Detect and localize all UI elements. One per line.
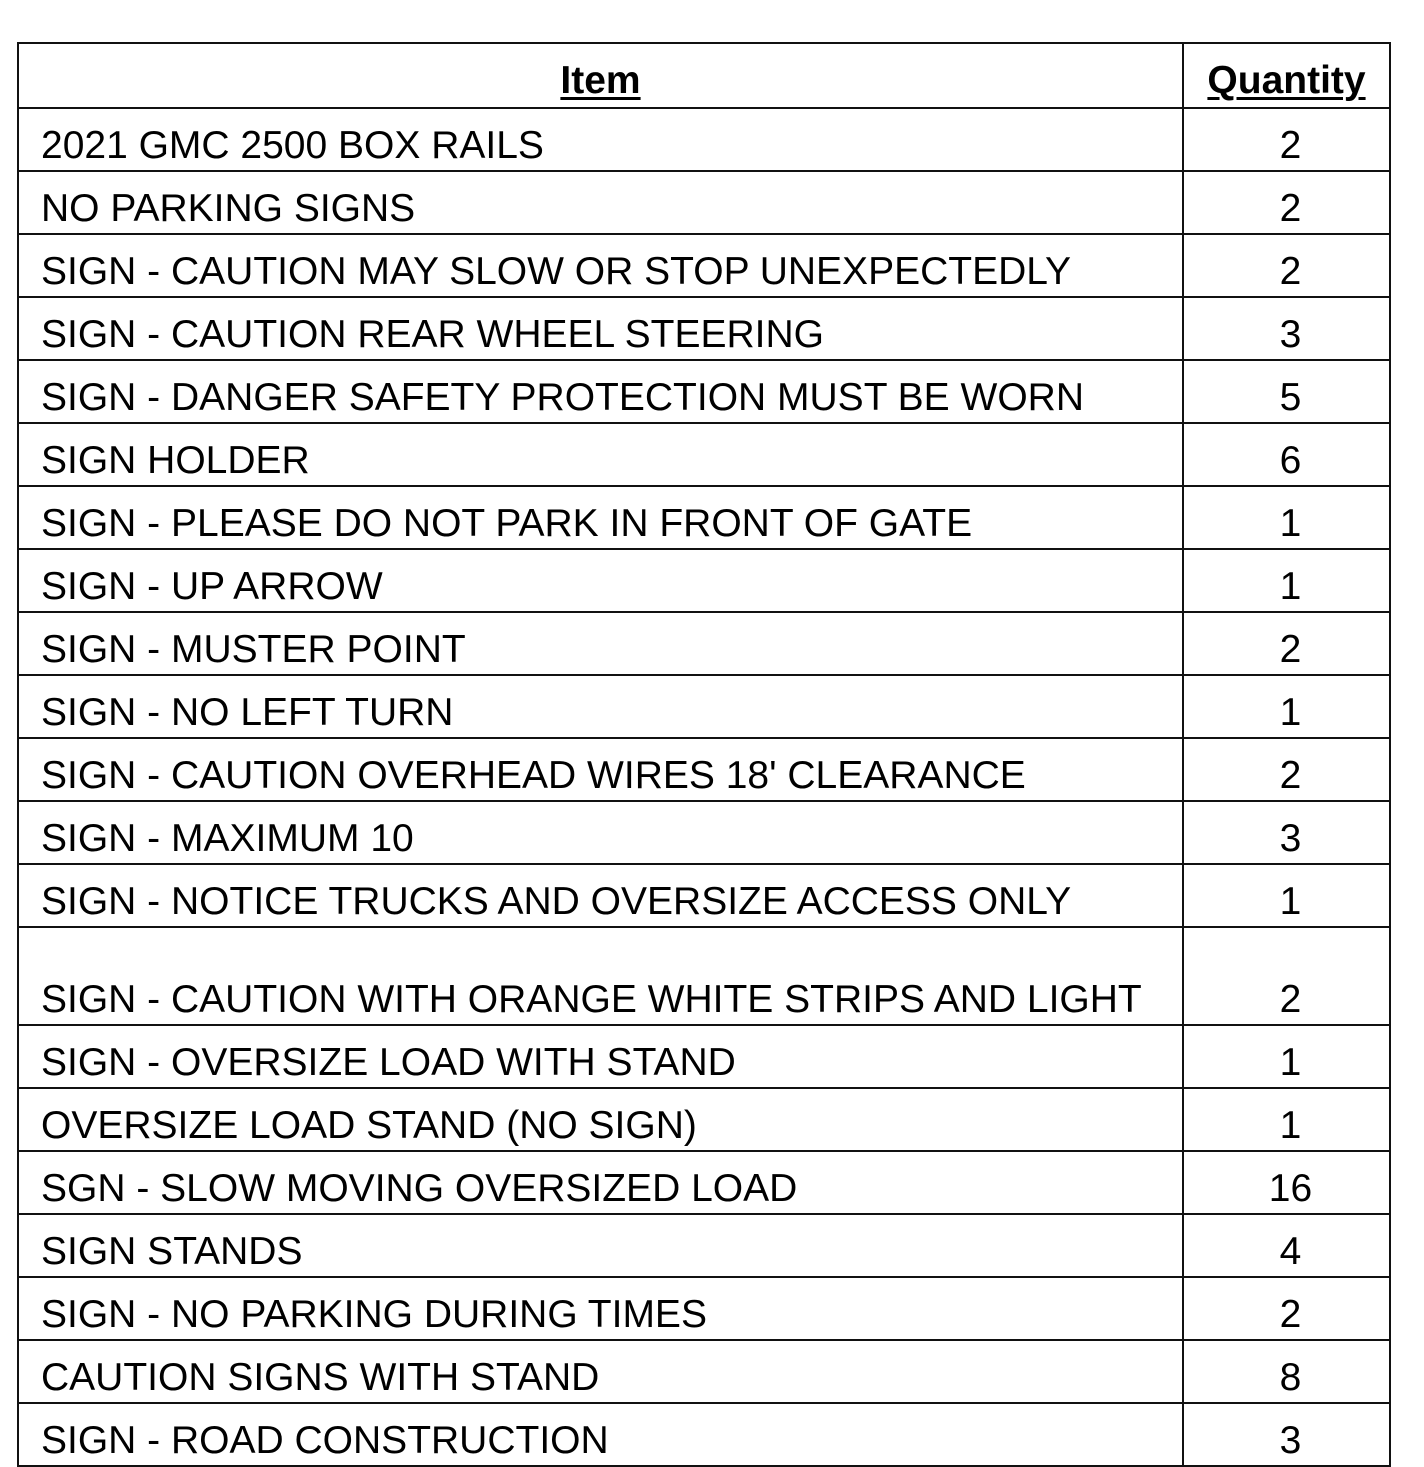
- quantity-cell: 2: [1183, 234, 1390, 297]
- table-row: [18, 171, 1390, 234]
- table-row: [18, 549, 1390, 612]
- table-row: [18, 612, 1390, 675]
- item-cell: SIGN - DANGER SAFETY PROTECTION MUST BE WORN: [18, 360, 1183, 423]
- quantity-cell: 16: [1183, 1151, 1390, 1214]
- quantity-header-label: Quantity: [1207, 59, 1366, 102]
- quantity-cell: 1: [1183, 675, 1390, 738]
- table-row: [18, 360, 1390, 423]
- table-row: [18, 675, 1390, 738]
- item-cell: SIGN - NOTICE TRUCKS AND OVERSIZE ACCESS ONLY: [18, 864, 1183, 927]
- item-cell: SIGN - ROAD CONSTRUCTION: [18, 1403, 1183, 1466]
- header-row: [18, 43, 1390, 108]
- quantity-column-header: [1183, 43, 1390, 108]
- table-row: [18, 1340, 1390, 1403]
- quantity-cell: 2: [1183, 738, 1390, 801]
- table-row: [18, 738, 1390, 801]
- table-row: [18, 1403, 1390, 1466]
- quantity-cell: 2: [1183, 171, 1390, 234]
- quantity-cell: 8: [1183, 1340, 1390, 1403]
- table-row: [18, 864, 1390, 927]
- quantity-cell: 1: [1183, 549, 1390, 612]
- item-cell: 2021 GMC 2500 BOX RAILS: [18, 108, 1183, 171]
- table-row: [18, 1151, 1390, 1214]
- table-row: [18, 486, 1390, 549]
- item-cell: SIGN HOLDER: [18, 423, 1183, 486]
- item-cell: SIGN - CAUTION REAR WHEEL STEERING: [18, 297, 1183, 360]
- quantity-cell: 6: [1183, 423, 1390, 486]
- item-cell: SIGN - CAUTION OVERHEAD WIRES 18' CLEARANCE: [18, 738, 1183, 801]
- inventory-sheet: [17, 42, 1389, 1467]
- table-row: [18, 801, 1390, 864]
- quantity-cell: 1: [1183, 1088, 1390, 1151]
- table-row: [18, 1214, 1390, 1277]
- table-row: [18, 1088, 1390, 1151]
- quantity-cell: 4: [1183, 1214, 1390, 1277]
- inventory-table: [17, 42, 1391, 1467]
- item-header-label: Item: [560, 59, 641, 102]
- item-cell: SIGN - MUSTER POINT: [18, 612, 1183, 675]
- table-row: [18, 234, 1390, 297]
- quantity-cell: 1: [1183, 486, 1390, 549]
- table-row: [18, 927, 1390, 1025]
- item-cell: SIGN - NO LEFT TURN: [18, 675, 1183, 738]
- quantity-cell: 2: [1183, 1277, 1390, 1340]
- quantity-cell: 2: [1183, 927, 1390, 1025]
- quantity-cell: 3: [1183, 1403, 1390, 1466]
- item-cell: SIGN - OVERSIZE LOAD WITH STAND: [18, 1025, 1183, 1088]
- item-cell: SGN - SLOW MOVING OVERSIZED LOAD: [18, 1151, 1183, 1214]
- quantity-cell: 2: [1183, 612, 1390, 675]
- table-row: [18, 423, 1390, 486]
- table-row: [18, 1277, 1390, 1340]
- item-cell: OVERSIZE LOAD STAND (NO SIGN): [18, 1088, 1183, 1151]
- item-cell: SIGN - CAUTION WITH ORANGE WHITE STRIPS AND LIGHT: [18, 927, 1183, 1025]
- quantity-cell: 5: [1183, 360, 1390, 423]
- quantity-cell: 1: [1183, 1025, 1390, 1088]
- item-cell: SIGN - NO PARKING DURING TIMES: [18, 1277, 1183, 1340]
- item-column-header: [18, 43, 1183, 108]
- item-cell: SIGN - UP ARROW: [18, 549, 1183, 612]
- table-row: [18, 108, 1390, 171]
- item-cell: SIGN - PLEASE DO NOT PARK IN FRONT OF GATE: [18, 486, 1183, 549]
- quantity-cell: 3: [1183, 297, 1390, 360]
- quantity-cell: 1: [1183, 864, 1390, 927]
- quantity-cell: 2: [1183, 108, 1390, 171]
- item-cell: SIGN - CAUTION MAY SLOW OR STOP UNEXPECTEDLY: [18, 234, 1183, 297]
- quantity-cell: 3: [1183, 801, 1390, 864]
- table-row: [18, 297, 1390, 360]
- item-cell: CAUTION SIGNS WITH STAND: [18, 1340, 1183, 1403]
- item-cell: SIGN - MAXIMUM 10: [18, 801, 1183, 864]
- table-row: [18, 1025, 1390, 1088]
- item-cell: SIGN STANDS: [18, 1214, 1183, 1277]
- item-cell: NO PARKING SIGNS: [18, 171, 1183, 234]
